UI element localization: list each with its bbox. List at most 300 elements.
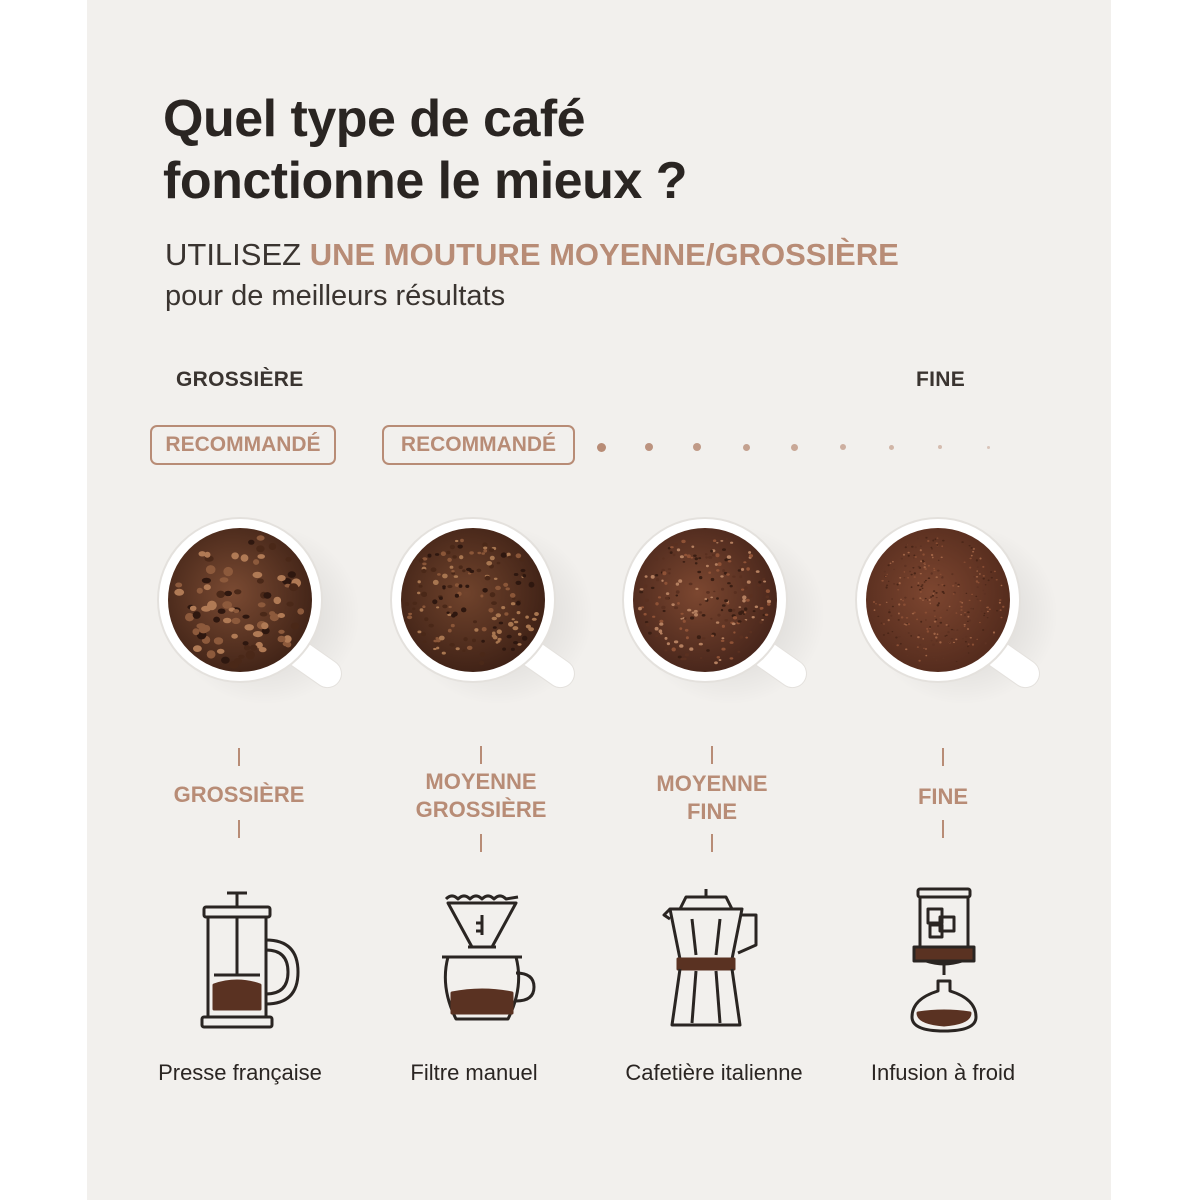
coffee-ground-fleck [917,646,919,648]
coffee-ground-fleck [951,638,954,640]
coffee-ground-fleck [922,560,924,562]
coffee-ground-fleck [970,637,972,638]
fine-grounds-cup [823,500,1063,720]
coffee-ground-fleck [687,554,691,558]
coffee-ground-fleck [933,633,935,635]
coffee-ground-fleck [681,540,685,543]
coffee-ground-fleck [895,637,897,639]
coffee-ground-fleck [459,565,463,569]
coffee-ground-fleck [413,602,418,605]
coffee-ground-fleck [459,584,463,588]
coffee-ground-fleck [269,611,275,616]
coffee-ground-fleck [942,540,945,542]
coffee-ground-fleck [216,591,225,598]
coffee-ground-fleck [428,554,432,558]
coffee-ground-fleck [904,624,906,625]
coffee-ground-fleck [942,657,944,659]
coffee-ground-fleck [977,566,979,568]
coffee-ground-fleck [971,594,973,595]
coffee-ground-fleck [197,588,203,594]
coffee-ground-fleck [976,576,978,578]
coffee-ground-fleck [691,546,694,548]
coffee-ground-fleck [884,571,886,573]
scale-dot [889,445,894,450]
scale-dot [938,445,942,449]
coffee-ground-fleck [732,576,735,578]
coffee-ground-fleck [904,571,906,573]
coffee-ground-fleck [881,580,884,582]
coffee-ground-fleck [892,606,894,608]
coffee-ground-fleck [881,623,883,624]
coffee-ground-fleck [679,644,683,648]
coffee-ground-fleck [922,553,924,555]
coffee-ground-fleck [501,606,505,609]
coffee-ground-fleck [939,641,941,643]
coffee-ground-fleck [956,629,958,631]
coffee-ground-fleck [898,619,900,621]
coffee-ground-fleck [665,597,669,600]
coffee-ground-fleck [453,612,458,617]
coffee-ground-fleck [507,635,512,639]
coffee-ground-fleck [217,649,225,654]
coffee-ground-fleck [665,637,668,640]
coffee-ground-fleck [534,612,539,616]
coffee-ground-fleck [753,610,756,612]
coffee-ground-fleck [199,625,209,634]
coffee-ground-fleck [242,615,249,619]
coffee-ground-fleck [761,607,764,609]
coffee-ground-fleck [983,590,985,592]
grind-label-2-line-2: GROSSIÈRE [415,797,547,822]
coffee-ground-fleck [985,642,987,644]
coffee-ground-fleck [486,561,492,566]
coffee-ground-fleck [886,574,888,575]
coffee-ground-fleck [918,634,920,636]
coffee-ground-fleck [477,552,481,554]
coffee-ground-fleck [651,587,655,589]
coffee-ground-fleck [730,542,733,544]
grind-label-4-line-1: FINE [917,784,969,809]
coffee-ground-fleck [681,613,684,615]
coffee-ground-fleck [700,657,703,659]
coffee-ground-fleck [934,621,936,623]
coffee-ground-fleck [964,626,966,627]
coffee-ground-fleck [964,612,966,613]
coffee-ground-fleck [925,537,927,539]
coffee-ground-fleck [207,601,217,611]
coffee-ground-fleck [724,619,728,622]
coffee-ground-fleck [678,579,682,583]
coffee-ground-fleck [931,572,933,574]
coffee-ground-fleck [766,595,770,598]
grind-label-2-line-1: MOYENNE [425,769,537,794]
coffee-ground-fleck [644,585,648,588]
coffee-ground-fleck [450,566,454,569]
coffee-ground-fleck [947,625,949,627]
coffee-ground-fleck [716,542,718,543]
coffee-ground-fleck [699,643,703,646]
coffee-ground-fleck [937,625,939,627]
coffee-ground-fleck [278,636,286,643]
coffee-ground-fleck [664,649,667,651]
coffee-ground-fleck [908,555,910,557]
coffee-ground-fleck [174,589,184,596]
coffee-ground-fleck [985,584,987,585]
coffee-ground-fleck [933,570,935,572]
coffee-ground-fleck [730,585,733,588]
coffee-ground-fleck [984,613,986,614]
coffee-ground-fleck [257,578,264,583]
method-label-4: Infusion à froid [870,1060,1016,1085]
coffee-ground-fleck [877,616,879,617]
coffee-ground-fleck [953,593,955,595]
coffee-ground-fleck [480,595,483,598]
coffee-ground-fleck [686,636,689,639]
coffee-ground-fleck [726,573,730,575]
coffee-ground-fleck [278,613,285,618]
coffee-ground-fleck [655,574,658,576]
coffee-ground-fleck [949,642,951,644]
coffee-ground-fleck [713,539,716,542]
coffee-ground-fleck [912,567,914,568]
coffee-ground-fleck [662,557,664,559]
coffee-ground-fleck [706,649,710,652]
coffee-ground-fleck [521,569,526,572]
coffee-ground-fleck [756,570,760,573]
coffee-ground-fleck [424,617,428,621]
coffee-ground-fleck [257,535,265,540]
coffee-ground-fleck [234,589,241,594]
coffee-ground-fleck [716,597,719,599]
coffee-ground-fleck [711,635,714,637]
coffee-ground-fleck [908,632,910,634]
coffee-ground-fleck [925,568,927,570]
coffee-ground-fleck [435,553,439,556]
coffee-ground-fleck [658,596,661,598]
coffee-ground-fleck [190,606,197,611]
coffee-ground-fleck [994,571,996,573]
coffee-ground-fleck [694,613,698,617]
coffee-ground-fleck [256,545,264,552]
coffee-ground-fleck [972,551,974,553]
pour-over-icon [412,885,552,1035]
title-line-1: Quel type de café [163,90,586,148]
coffee-ground-fleck [898,636,900,637]
coffee-ground-fleck [431,567,437,572]
coffee-ground-fleck [668,568,671,570]
coffee-ground-fleck [451,624,455,627]
coffee-ground-fleck [987,617,989,618]
coffee-ground-fleck [708,572,711,574]
coffee-ground-fleck [408,613,412,615]
coffee-ground-fleck [739,575,742,578]
coffee-ground-fleck [442,652,446,655]
coffee-ground-fleck [199,551,206,556]
coffee-ground-fleck [661,606,665,609]
coffee-ground-fleck [639,591,643,594]
coffee-ground-fleck [919,644,921,645]
coffee-ground-fleck [490,556,495,561]
coffee-ground-fleck [928,577,931,579]
coffee-ground-fleck [749,594,753,597]
coffee-ground-fleck [286,557,292,562]
coffee-ground-fleck [942,591,945,593]
coffee-ground-fleck [259,647,267,652]
coffee-ground-fleck [442,574,448,579]
coffee-ground-fleck [489,548,494,552]
subtitle-line-2: pour de meilleurs résultats [165,280,506,312]
coffee-ground-fleck [886,585,888,586]
coffee-ground-fleck [716,553,720,557]
coffee-ground-fleck [422,605,425,608]
coffee-ground-fleck [646,623,650,627]
coffee-ground-fleck [909,571,911,573]
coffee-ground-fleck [919,589,921,591]
coffee-ground-fleck [973,576,975,577]
medium-fine-grounds-cup [590,500,830,720]
coffee-ground-fleck [455,540,458,542]
coffee-ground-fleck [733,616,737,619]
coffee-ground-fleck [912,598,914,600]
coffee-ground-fleck [931,548,933,549]
coffee-ground-fleck [517,643,521,646]
coffee-ground-fleck [906,617,909,619]
coffee-ground-fleck [913,557,915,558]
coffee-ground-fleck [244,624,254,630]
coffee-ground-fleck [722,637,725,639]
coffee-ground-fleck [971,547,973,549]
coffee-ground-fleck [667,642,670,645]
coffee-ground-fleck [938,602,940,604]
coffee-ground-fleck [419,585,423,588]
coffee-ground-fleck [875,603,877,604]
coffee-ground-fleck [883,623,885,624]
coffee-ground-fleck [901,558,903,560]
tick-top-2 [480,746,482,764]
coffee-ground-fleck [442,587,445,590]
scale-dot [840,444,846,450]
coffee-ground-fleck [912,613,914,615]
coffee-ground-fleck [727,555,731,559]
coffee-ground-fleck [238,655,244,659]
coffee-ground-fleck [979,558,981,560]
coffee-ground-fleck [452,555,456,558]
coffee-ground-fleck [278,630,284,634]
coffee-ground-fleck [888,581,890,582]
coffee-ground-fleck [207,650,216,658]
coffee-ground-fleck [193,628,200,635]
coffee-ground-fleck [980,600,982,601]
coffee-ground-fleck [459,555,463,559]
coffee-ground-fleck [996,579,998,580]
coffee-ground-fleck [955,582,957,584]
recommended-badge-1: RECOMMANDÉ [150,425,336,465]
coffee-ground-fleck [645,575,648,578]
coffee-ground-fleck [684,617,687,619]
coffee-ground-fleck [712,554,715,556]
coffee-ground-fleck [481,640,485,643]
coffee-ground-fleck [884,632,886,634]
tick-top-1 [238,748,240,766]
coffee-ground-fleck [676,583,679,586]
coffee-ground-fleck [672,647,676,651]
coffee-ground-fleck [946,624,948,626]
coffee-ground-fleck [663,610,666,612]
coffee-ground-fleck [1000,609,1002,611]
coffee-ground-fleck [253,631,263,637]
coffee-ground-fleck [965,636,968,638]
coffee-ground-fleck [745,637,748,639]
coffee-ground-fleck [936,544,938,546]
coffee-ground-fleck [705,553,708,555]
coffee-ground-fleck [925,612,927,614]
coffee-ground-fleck [976,570,978,571]
coffee-ground-fleck [234,658,242,664]
coffee-ground-fleck [231,634,238,639]
coffee-ground-fleck [517,611,521,614]
coffee-ground-fleck [218,609,226,614]
coffee-ground-fleck [708,556,712,559]
coffee-ground-fleck [932,644,935,646]
coffee-ground-fleck [514,621,518,624]
tick-top-4 [942,748,944,766]
coffee-ground-fleck [920,545,922,547]
coffee-ground-fleck [925,619,927,620]
coffee-ground-fleck [932,593,934,594]
scale-right-label: FINE [916,368,966,391]
coffee-ground-fleck [418,580,421,583]
coffee-ground-fleck [498,638,501,640]
coffee-ground-fleck [705,598,708,600]
coffee-ground-fleck [979,622,981,623]
coffee-ground-fleck [499,622,503,625]
coffee-ground-fleck [892,561,894,563]
coffee-ground-fleck [465,585,469,588]
tick-bottom-1 [238,820,240,838]
coffee-ground-fleck [937,633,939,635]
coffee-ground-fleck [765,614,769,616]
coffee-ground-fleck [677,548,680,551]
coffee-ground-fleck [899,582,901,584]
coffee-ground-fleck [928,599,930,601]
scale-dot [987,446,990,449]
coffee-ground-fleck [915,546,917,548]
coffee-ground-fleck [914,576,916,578]
coffee-ground-fleck [755,606,758,609]
coffee-ground-fleck [516,601,521,606]
coffee-ground-fleck [461,607,466,612]
tick-bottom-2 [480,834,482,852]
coffee-ground-fleck [699,576,702,579]
coffee-ground-fleck [969,619,971,621]
coffee-ground-fleck [243,641,249,645]
coffee-ground-fleck [513,641,518,644]
coffee-ground-fleck [433,580,439,585]
coffee-ground-fleck [423,640,427,643]
coffee-ground-fleck [993,631,995,633]
coffee-ground-fleck [987,607,989,609]
coffee-ground-fleck [206,565,216,574]
coffee-ground-fleck [969,600,971,601]
coffee-ground-fleck [656,578,659,581]
coffee-ground-fleck [924,566,926,568]
coffee-ground-fleck [892,644,894,646]
coffee-ground-fleck [730,641,734,644]
coffee-ground-fleck [718,562,722,566]
coffee-ground-fleck [213,617,220,623]
coffee-ground-fleck [737,620,741,623]
coffee-ground-fleck [739,635,743,639]
coffee-ground-fleck [651,575,655,579]
coffee-ground-fleck [655,635,658,637]
coffee-ground-fleck [984,593,986,595]
coffee-ground-fleck [250,645,258,651]
coffee-ground-fleck [462,569,466,572]
coffee-ground-fleck [720,540,723,542]
coffee-ground-fleck [999,599,1002,601]
coffee-ground-fleck [496,613,501,617]
coffee-ground-fleck [670,551,673,554]
coffee-ground-fleck [910,635,912,637]
coffee-ground-fleck [914,656,916,657]
coffee-ground-fleck [233,609,239,613]
method-label-1: Presse française [158,1060,322,1085]
coffee-ground-fleck [504,612,508,615]
coffee-ground-fleck [494,578,498,580]
coffee-ground-fleck [479,661,484,666]
scale-left-label: GROSSIÈRE [176,368,304,391]
coffee-ground-fleck [976,580,978,582]
coffee-ground-fleck [741,568,744,571]
coffee-ground-fleck [454,575,458,578]
coffee-ground-fleck [224,591,232,597]
coffee-ground-fleck [422,563,426,566]
coffee-ground-fleck [896,644,899,646]
coffee-ground-fleck [497,640,500,643]
coffee-ground-fleck [931,554,933,556]
coffee-ground-fleck [659,623,663,626]
coffee-ground-fleck [722,569,725,572]
coffee-ground-fleck [420,608,424,611]
coffee-ground-fleck [742,595,746,599]
coffee-ground-fleck [932,595,934,597]
coffee-ground-fleck [730,657,734,659]
coffee-ground-fleck [481,552,485,555]
coffee-ground-fleck [482,542,487,547]
coffee-ground-fleck [532,618,537,621]
coffee-ground-fleck [920,586,922,587]
coffee-ground-fleck [526,625,531,629]
coffee-ground-fleck [260,612,268,617]
coffee-ground-fleck [740,610,744,613]
coffee-ground-fleck [976,559,978,561]
coffee-ground-fleck [969,567,971,569]
coffee-ground-fleck [927,630,929,632]
coffee-ground-fleck [432,599,437,604]
coffee-ground-fleck [893,569,895,570]
coffee-ground-fleck [261,622,268,629]
coffee-ground-fleck [659,620,663,623]
coffee-ground-fleck [889,609,891,610]
coffee-ground-fleck [922,588,924,589]
coffee-ground-fleck [759,621,762,624]
coffee-ground-fleck [689,647,693,650]
coffee-ground-fleck [644,613,647,616]
coffee-ground-fleck [662,571,666,575]
coffee-ground-fleck [763,581,766,583]
coffee-ground-fleck [962,638,964,639]
coffee-ground-fleck [446,551,450,555]
